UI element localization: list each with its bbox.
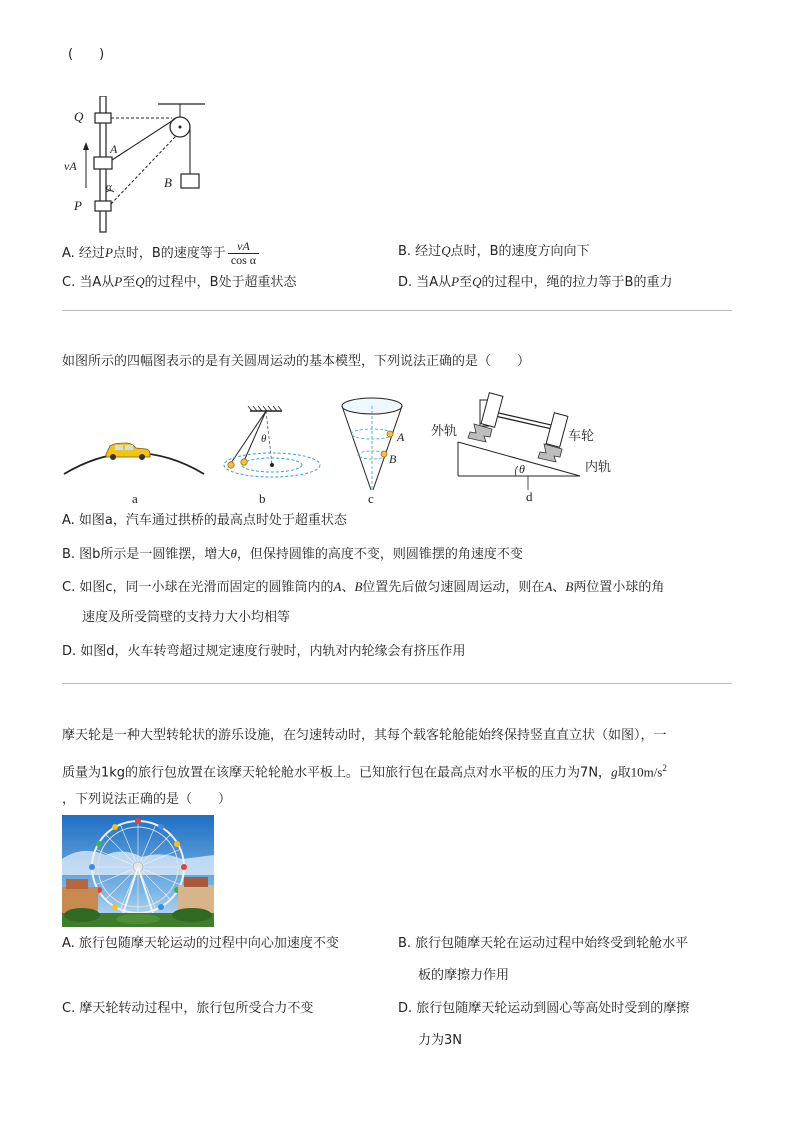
q2-label-d: d — [526, 489, 533, 504]
q1-option-c-mid: 至 — [122, 275, 136, 290]
q2-option-b[interactable] — [62, 545, 523, 564]
q1-option-c-prefix: C. 当A从 — [62, 275, 115, 290]
divider — [62, 683, 732, 684]
q2-option-c-b: B — [354, 579, 363, 594]
q1-option-c-p: P — [114, 274, 123, 289]
q3-stem-line1: 摩天轮是一种大型转轮状的游乐设施，在匀速转动时，其每个载客轮舱能始终保持竖直直立状（如图），一 — [62, 728, 667, 743]
q1-option-a-numerator: vA — [228, 240, 259, 254]
q1-label-va: vA — [64, 159, 77, 173]
q1-option-c-q: Q — [135, 274, 145, 289]
q1-option-c[interactable] — [62, 273, 297, 292]
q3-stem-sup: 2 — [662, 763, 667, 773]
q3-stem-value: 10m/s — [630, 764, 663, 780]
q1-label-a: A — [110, 142, 118, 156]
q2-option-c-part1: C. 如图c，同一小球在光滑而固定的圆锥筒内的 — [62, 580, 334, 595]
q1-label-q: Q — [74, 109, 84, 124]
q1-option-a-mid: 点时，B的速度等于 — [112, 246, 226, 261]
q3-option-b-line2: 板的摩擦力作用 — [418, 968, 510, 983]
q1-answer-paren: ( ) — [68, 47, 105, 62]
q2-option-b-theta: θ — [230, 546, 237, 561]
q3-option-c[interactable]: C. 摩天轮转动过程中，旅行包所受合力不变 — [62, 1001, 314, 1016]
q1-option-b-rest: 点时，B的速度方向向下 — [450, 244, 590, 259]
q2-figure-b-conical-pendulum — [220, 405, 330, 485]
q2-figure-a-bridge — [62, 430, 207, 478]
q1-option-d-mid: 至 — [459, 275, 473, 290]
q2-option-c-comma: 、 — [341, 580, 355, 595]
q1-option-d-rest: 的过程中，绳的拉力等于B的重力 — [481, 275, 673, 290]
q2-label-a: a — [132, 491, 138, 506]
q1-option-a-prefix: A. 经过 — [62, 246, 105, 261]
q2-option-a[interactable]: A. 如图a，汽车通过拱桥的最高点时处于超重状态 — [62, 513, 347, 528]
q1-option-a-fraction — [228, 240, 259, 267]
q1-option-b-q: Q — [441, 243, 451, 258]
q2-label-cone-b: B — [389, 452, 397, 466]
q1-option-b-prefix: B. 经过 — [398, 244, 442, 259]
q1-option-d-p: P — [451, 274, 460, 289]
q3-option-d-line2: 力为3N — [418, 1033, 462, 1048]
q2-option-c[interactable] — [62, 578, 664, 597]
q2-label-inner-rail: 内轨 — [585, 460, 612, 475]
q2-option-c-comma2: 、 — [552, 580, 566, 595]
q1-label-alpha: α — [106, 181, 112, 193]
q2-label-wheel: 车轮 — [568, 429, 595, 444]
q3-option-a[interactable]: A. 旅行包随摩天轮运动的过程中向心加速度不变 — [62, 936, 339, 951]
q1-option-a-p: P — [104, 245, 113, 260]
q1-option-c-rest: 的过程中，B处于超重状态 — [144, 275, 297, 290]
q2-option-c-part3: 两位置小球的角 — [573, 580, 665, 595]
q1-option-b[interactable] — [398, 242, 590, 261]
q2-option-d[interactable]: D. 如图d，火车转弯超过规定速度行驶时，内轨对内轮缘会有挤压作用 — [62, 644, 466, 659]
q3-ferris-wheel-photo — [62, 815, 214, 927]
q3-stem-line3: ，下列说法正确的是（ ） — [62, 792, 232, 807]
divider — [62, 310, 732, 311]
q2-label-b: b — [259, 491, 266, 506]
q1-pulley-figure — [60, 96, 220, 236]
q3-stem-line2-text: 质量为1kg的旅行包放置在该摩天轮轮舱水平板上。已知旅行包在最高点对水平板的压力为7N， — [62, 765, 612, 781]
q2-option-c-a: A — [333, 579, 342, 594]
q2-option-c-a2: A — [544, 579, 553, 594]
q2-option-c-part2: 位置先后做匀速圆周运动，则在 — [362, 580, 545, 595]
q2-option-c-b2: B — [565, 579, 574, 594]
q1-option-d-prefix: D. 当A从 — [398, 275, 452, 290]
q3-stem-line2 — [62, 759, 667, 782]
q2-label-cone-a: A — [397, 430, 405, 444]
q2-option-c-line2: 速度及所受筒壁的支持力大小均相等 — [82, 610, 291, 625]
q1-label-p: P — [74, 198, 82, 213]
q1-option-d[interactable] — [398, 273, 672, 292]
q2-label-c: c — [368, 491, 374, 506]
q2-option-b-prefix: B. 图b所示是一圆锥摆，增大 — [62, 547, 231, 562]
q1-option-a-denominator: cos α — [230, 253, 257, 267]
q1-option-a[interactable] — [62, 240, 259, 267]
q2-label-theta-d: θ — [519, 462, 525, 476]
q3-option-d[interactable]: D. 旅行包随摩天轮运动到圆心等高处时受到的摩擦 — [398, 1001, 690, 1016]
q3-stem-take: 取 — [617, 765, 631, 781]
q2-label-outer-rail: 外轨 — [431, 424, 458, 439]
q3-option-b[interactable]: B. 旅行包随摩天轮在运动过程中始终受到轮舱水平 — [398, 936, 689, 951]
q3-stem-g: g — [611, 764, 618, 780]
q1-label-b: B — [164, 175, 172, 190]
q2-option-b-rest: ，但保持圆锥的高度不变，则圆锥摆的角速度不变 — [236, 547, 523, 562]
q2-label-theta-b: θ — [261, 433, 267, 445]
q2-stem: 如图所示的四幅图表示的是有关圆周运动的基本模型，下列说法正确的是（ ） — [62, 354, 531, 369]
q1-option-d-q: Q — [472, 274, 482, 289]
